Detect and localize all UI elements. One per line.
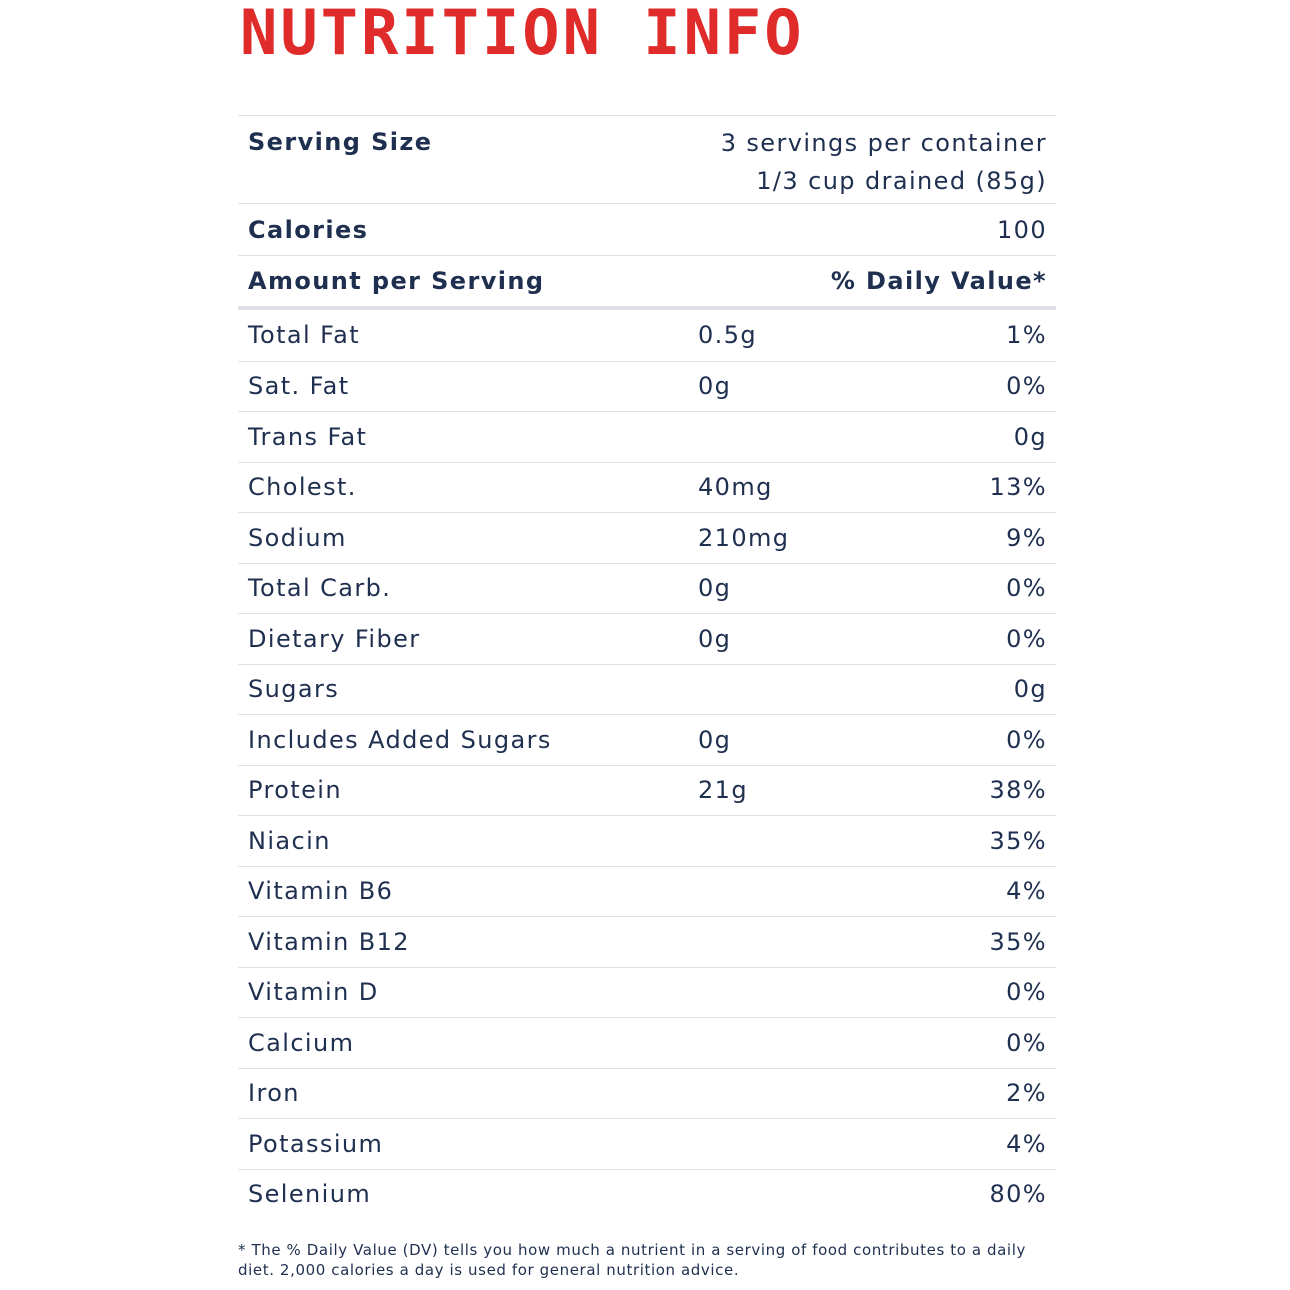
nutrient-label: Potassium: [248, 1129, 384, 1158]
nutrient-amount: 0.5g: [698, 321, 758, 350]
calories-value: 100: [996, 215, 1047, 244]
nutrient-amount: 0g: [698, 372, 732, 401]
nutrient-amount: 0g: [698, 624, 732, 653]
calories-row: [238, 203, 1056, 255]
daily-value-label: % Daily Value*: [830, 267, 1047, 295]
nutrient-label: Sat. Fat: [248, 372, 350, 401]
nutrient-label: Cholest.: [248, 473, 357, 502]
nutrient-label: Vitamin B6: [248, 877, 394, 906]
nutrient-label: Niacin: [248, 826, 331, 855]
nutrient-daily-value: 38%: [989, 776, 1047, 805]
amount-per-serving-label: Amount per Serving: [248, 267, 545, 295]
nutrition-table: [238, 115, 1056, 1219]
nutrient-label: Calcium: [248, 1028, 355, 1057]
nutrient-amount: 0g: [698, 574, 732, 603]
nutrient-label: Trans Fat: [248, 422, 368, 451]
nutrient-row: [238, 916, 1056, 967]
serving-size-values: [721, 124, 1047, 200]
nutrient-row: [238, 563, 1056, 614]
nutrient-row: [238, 1068, 1056, 1119]
nutrient-amount: 0g: [698, 725, 732, 754]
nutrient-row: [238, 512, 1056, 563]
nutrient-row: [238, 664, 1056, 715]
nutrient-label: Total Fat: [248, 321, 360, 350]
servings-per-container: 3 servings per container: [720, 129, 1047, 157]
nutrient-row: [238, 765, 1056, 816]
nutrient-daily-value: 9%: [1006, 523, 1047, 552]
nutrient-daily-value: 0g: [1013, 422, 1047, 451]
nutrient-daily-value: 35%: [989, 826, 1047, 855]
nutrient-row: [238, 613, 1056, 664]
daily-value-footnote: * The % Daily Value (DV) tells you how much a nutrient in a serving of food contributes to a daily diet. 2,000 calories a day is used for general nutrition advice.: [238, 1241, 1026, 1279]
nutrient-row: [238, 462, 1056, 513]
nutrient-daily-value: 2%: [1006, 1079, 1047, 1108]
nutrient-amount: 40mg: [698, 473, 773, 502]
nutrient-daily-value: 35%: [989, 927, 1047, 956]
nutrient-label: Sugars: [248, 675, 340, 704]
nutrient-daily-value: 0%: [1006, 978, 1047, 1007]
nutrient-daily-value: 0%: [1006, 725, 1047, 754]
nutrient-daily-value: 0%: [1006, 574, 1047, 603]
nutrient-label: Iron: [248, 1079, 300, 1108]
nutrient-label: Selenium: [248, 1180, 372, 1209]
nutrient-daily-value: 0%: [1006, 624, 1047, 653]
nutrient-list: [238, 310, 1056, 1219]
nutrient-row: [238, 815, 1056, 866]
nutrient-row: [238, 361, 1056, 412]
nutrient-label: Sodium: [248, 523, 347, 552]
nutrient-label: Total Carb.: [248, 574, 392, 603]
nutrient-amount: 210mg: [698, 523, 790, 552]
nutrient-daily-value: 0%: [1006, 1028, 1047, 1057]
nutrient-row: [238, 967, 1056, 1018]
page-title: NUTRITION INFO: [240, 0, 805, 69]
nutrient-label: Protein: [248, 776, 342, 805]
nutrient-daily-value: 4%: [1006, 1129, 1047, 1158]
nutrient-amount: 21g: [698, 776, 748, 805]
amount-header-row: [238, 255, 1056, 310]
nutrient-daily-value: 1%: [1006, 321, 1047, 350]
nutrient-label: Vitamin B12: [248, 927, 410, 956]
serving-size-label: Serving Size: [248, 128, 433, 156]
nutrient-row: [238, 866, 1056, 917]
nutrient-row: [238, 1169, 1056, 1220]
nutrient-label: Dietary Fiber: [248, 624, 421, 653]
nutrient-row: [238, 1017, 1056, 1068]
nutrient-row: [238, 1118, 1056, 1169]
nutrient-row: [238, 411, 1056, 462]
serving-size-value: 1/3 cup drained (85g): [756, 167, 1047, 195]
nutrient-daily-value: 0%: [1006, 372, 1047, 401]
nutrient-daily-value: 80%: [989, 1180, 1047, 1209]
nutrient-label: Vitamin D: [248, 978, 379, 1007]
nutrient-row: [238, 714, 1056, 765]
serving-size-row: [238, 115, 1056, 203]
nutrient-label: Includes Added Sugars: [248, 725, 552, 754]
nutrient-daily-value: 4%: [1006, 877, 1047, 906]
nutrient-row: [238, 310, 1056, 361]
calories-label: Calories: [248, 215, 369, 244]
nutrient-daily-value: 0g: [1013, 675, 1047, 704]
nutrient-daily-value: 13%: [989, 473, 1047, 502]
